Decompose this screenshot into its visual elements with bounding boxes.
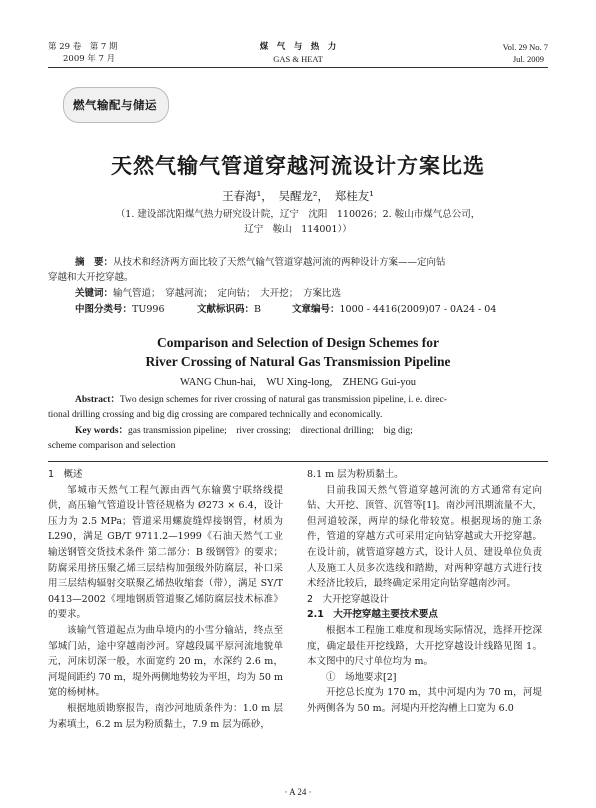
right-paragraph-0: 8.1 m 层为粉质黏土。 [307,469,404,480]
left-column [48,467,283,779]
authors-en: WANG Chun-hai, WU Xing-long, ZHENG Gui-you [180,377,416,388]
clc-value: TU996 [132,304,165,315]
page-number: · A 24 · [284,787,312,797]
abstract-rule [48,461,548,462]
volume-issue-en: Vol. 29 No. 7 [502,42,548,52]
keywords-en-line-1 [75,424,549,438]
left-paragraph-2: 该输气管道起点为曲阜境内的小雪分输站，终点至邹城门站，途中穿越南沙河。穿越段属平原河流地貌单元，河床切深一般，水面宽约 20 m，水深约 2.6 m，河堤间距约 70 m，堤外两侧地势较为平坦，均为 50 m 宽的杨树林。 [48,624,283,699]
affiliation-zh-1: （1. 建设部沈阳煤气热力研究设计院，辽宁 沈阳 110026；2. 鞍山市煤气总公司， [115,209,481,220]
right-paragraph-1: 目前我国天然气管道穿越河流的方式通常有定向钻、大开挖、顶管、沉管等[1]。南沙河汛期流量不大，但河道较深，两岸的绿化带较宽。根据现场的施工条件，管道的穿越方式可采用定向钻穿越或大开挖穿越。在设计前，就管道穿越方式，设计人员、建设单位负责人及施工人员多次选线和踏勘，对两种穿越方式进行技术经济比较后，最终确定采用定向钻穿越南沙河。 [307,484,542,590]
keywords-zh-label: 关键词： [75,288,114,299]
column-tag-label: 燃气输配与储运 [73,98,157,112]
keywords-zh-text: 输气管道； 穿越河流； 定向钻； 大开挖； 方案比选 [113,288,342,299]
section-1-heading: 1 概述 [48,469,83,480]
keywords-en-label: Key words： [75,426,129,436]
article-number-value: 1000 - 4416(2009)07 - 0A24 - 04 [339,304,497,315]
abstract-en-line-1 [75,393,549,407]
keywords-zh-line [75,287,341,301]
right-column [307,467,542,779]
keywords-en-text-2: scheme comparison and selection [48,441,176,451]
column-tag [63,87,169,123]
abstract-zh-label: 摘 要： [75,257,114,268]
section-2-heading: 2 大开挖穿越设计 [307,593,390,605]
classification-line [75,303,165,317]
title-zh: 天然气输气管道穿越河流设计方案比选 [111,154,485,178]
doc-code-label: 文献标识码： [197,304,255,315]
title-en-line-1: Comparison and Selection of Design Schemes for [157,335,439,350]
date-en: Jul. 2009 [512,54,544,64]
abstract-zh-text-2: 穿越和大开挖穿越。 [48,272,134,283]
abstract-en-text-1: Two design schemes for river crossing of natural gas transmission pipeline, i. e. direc- [119,395,447,405]
date-zh: 2009 年 7 月 [63,54,116,64]
right-paragraph-3: 开挖总长度为 170 m，其中河堤内为 70 m，河堤外两侧各为 50 m。河堤内开挖沟槽上口宽为 6.0 [307,687,542,714]
journal-name-en: GAS & HEAT [273,54,323,64]
right-paragraph-2: 根据本工程施工难度和现场实际情况，选择开挖深度，确定最佳开挖线路，大开挖穿越设计线路见图 1。本文图中的尺寸单位均为 m。 [307,624,542,668]
right-item-1: ① 场地要求[2] [326,671,397,683]
doc-code-value: B [254,304,261,315]
title-en-line-2: River Crossing of Natural Gas Transmission Pipeline [145,354,451,369]
header-rule [48,67,548,68]
authors-zh: 王春海¹， 吴醒龙²， 郑桂友¹ [222,189,374,203]
left-paragraph-1: 邹城市天然气工程气源由西气东输冀宁联络线提供，高压输气管道设计管径规格为 Ø273 × 6.4，设计压力为 2.5 MPa；管道采用螺旋缝焊接钢管，材质为 L290，满足 GB/T 9711.2—1999《石油天然气工业输送钢管交货技术条件 第二部分：B 级钢管》的要求；防腐采用挤压聚乙烯三层结构加强级外防腐层，补口采用三层结构辐射交联聚乙烯热收缩套（带），满足 SY/T 0413—2002《埋地钢质管道聚乙烯防腐层技术标准》的要求。 [48,484,283,621]
abstract-en-text-2: tional drilling crossing and big dig crossing are compared technically and economically. [48,410,383,420]
doc-code-line [197,303,261,317]
affiliation-zh-2: 辽宁 鞍山 114001）） [244,224,352,235]
keywords-en-text-1: gas transmission pipeline; river crossing; directional drilling; big dig; [128,426,413,436]
clc-label: 中图分类号： [75,304,133,315]
abstract-en-label: Abstract： [75,395,120,405]
journal-name-zh: 煤 气 与 热 力 [259,42,337,52]
abstract-zh-line-1 [75,256,549,270]
abstract-zh-text-1: 从技术和经济两方面比较了天然气输气管道穿越河流的两种设计方案——定向钻 [113,257,446,268]
left-paragraph-3: 根据地质勘察报告，南沙河地质条件为：1.0 m 层为素填土，6.2 m 层为粉质黏土，7.9 m 层为砾砂， [48,702,283,730]
section-2-1-heading: 2.1 大开挖穿越主要技术要点 [307,609,438,621]
article-number-label: 文章编号： [292,304,340,315]
article-number-line [292,303,496,317]
volume-issue-zh: 第 29 卷 第 7 期 [48,42,118,52]
